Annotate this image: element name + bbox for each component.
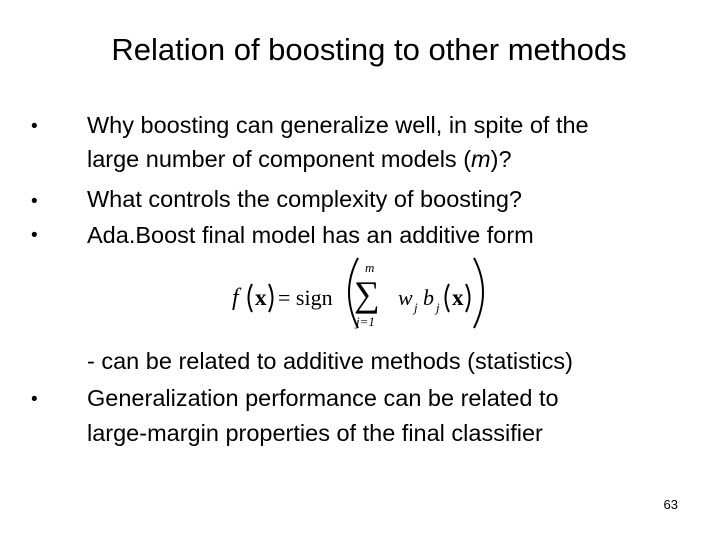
page-number: 63 xyxy=(663,497,678,512)
formula-b: b xyxy=(423,285,434,310)
slide-title: Relation of boosting to other methods xyxy=(111,32,627,67)
formula-x-2: x xyxy=(452,285,464,310)
bullet-text-line-1: Why boosting can generalize well, in spite of the xyxy=(87,112,589,138)
formula-sub-j-2: j xyxy=(436,300,440,315)
variable-m: m xyxy=(471,146,491,172)
bullet-text-line-4: Ada.Boost final model has an additive form xyxy=(87,222,534,248)
formula-sub-j-1: j xyxy=(414,300,418,315)
formula-w: w xyxy=(398,285,413,310)
formula-equals-sign: = sign xyxy=(278,285,333,310)
bullet-1: • xyxy=(31,116,38,137)
bullet-text-line-2: large number of component models (m)? xyxy=(87,146,512,172)
bullet-3: • xyxy=(31,225,38,246)
formula-x-1: x xyxy=(255,285,267,310)
formula-sum-upper: m xyxy=(365,260,375,275)
bullet-text-line-5: - can be related to additive methods (statistics) xyxy=(87,348,573,374)
additive-model-formula xyxy=(232,252,492,332)
bullet-2: • xyxy=(31,191,38,212)
bullet-4: • xyxy=(31,389,38,410)
bullet-text-line-6: Generalization performance can be related to xyxy=(87,385,559,411)
bullet-text-line-7: large-margin properties of the final classifier xyxy=(87,420,543,446)
bullet-text-line-3: What controls the complexity of boosting? xyxy=(87,186,522,212)
formula-sigma: ∑ xyxy=(354,274,380,314)
formula-sum-lower: j=1 xyxy=(356,314,375,329)
formula-f: f xyxy=(232,285,239,311)
